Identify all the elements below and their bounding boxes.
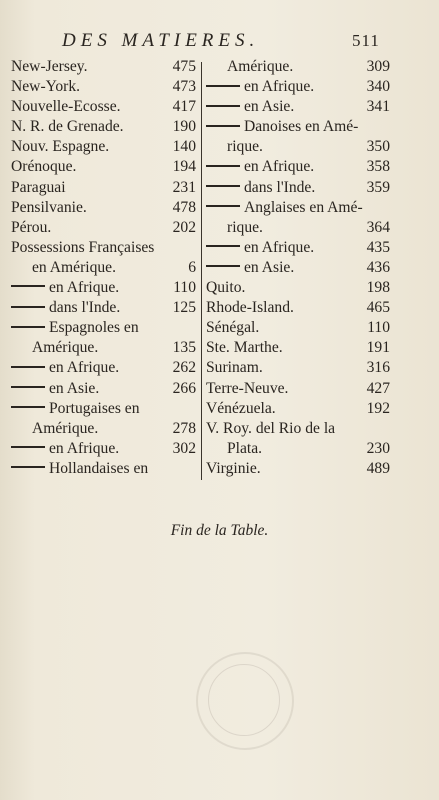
entry-page-number: 341 [366,98,390,116]
right-index-entry [206,137,390,157]
page-number: 511 [352,31,380,50]
entry-text [206,238,314,258]
left-index-entry [11,57,196,77]
left-index-entry [11,419,196,439]
ditto-dash [206,185,240,187]
entry-label: Pensilvanie. [11,198,87,216]
left-index-entry [11,238,196,258]
entry-label: en Asie. [244,98,295,116]
entry-text [206,178,315,198]
entry-page-number: 190 [172,118,196,136]
entry-text [206,258,294,278]
entry-label: Amérique. [32,339,99,357]
ditto-dash [11,285,45,287]
entry-text [11,198,87,218]
entry-page-number: 278 [172,419,196,437]
entry-text [11,57,88,77]
column-divider [201,62,202,480]
entry-page-number: 231 [172,178,196,196]
entry-page-number: 125 [172,299,196,317]
left-index-entry [11,379,196,399]
entry-label: Nouv. Espagne. [11,138,110,156]
right-index-entry [206,358,390,378]
entry-text [11,77,80,97]
entry-text [11,137,109,157]
right-index-entry [206,419,390,439]
entry-label: rique. [227,218,263,236]
entry-text [206,117,358,137]
entry-text [11,218,51,238]
entry-page-number: 417 [172,98,196,116]
left-index-entry [11,218,196,238]
entry-label: Orénoque. [11,158,77,176]
entry-page-number: 316 [366,359,390,377]
entry-text [206,318,259,338]
ditto-dash [11,366,45,368]
entry-text [11,238,154,258]
right-index-entry [206,218,390,238]
entry-page-number: 135 [172,339,196,357]
entry-text [11,278,119,298]
entry-text [206,157,314,177]
entry-text [206,338,283,358]
entry-page-number: 202 [172,218,196,236]
entry-page-number: 140 [172,138,196,156]
right-index-entry [206,117,390,137]
entry-label: New-Jersey. [11,58,88,75]
right-index-entry [206,258,390,278]
left-index-entry [11,338,196,358]
entry-label: Vénézuela. [206,399,276,417]
left-index-entry [11,358,196,378]
entry-label: Amérique. [32,419,99,437]
entry-page-number: 309 [366,58,390,75]
entry-page-number: 364 [366,218,390,236]
entry-label: N. R. de Grenade. [11,118,124,136]
left-index-entry [11,198,196,218]
entry-text [206,198,363,218]
entry-label: en Afrique. [244,78,315,96]
right-index-entry [206,57,390,77]
left-index-entry [11,157,196,177]
left-index-entry [11,278,196,298]
entry-label: Possessions Françaises [11,238,155,256]
left-index-entry [11,258,196,278]
entry-page-number: 340 [366,78,390,96]
entry-label: Sénégal. [206,319,260,337]
right-index-entry [206,459,390,479]
left-index-entry [11,178,196,198]
entry-label: Hollandaises en [49,459,149,477]
entry-label: Terre-Neuve. [206,379,289,397]
entry-page-number: 192 [366,399,390,417]
entry-text [11,459,148,479]
left-index-entry [11,117,196,137]
entry-label: en Afrique. [244,238,315,256]
entry-text [206,399,276,419]
entry-text [227,137,263,157]
right-index-entry [206,97,390,117]
entry-text [227,439,262,459]
ditto-dash [11,446,45,448]
ditto-dash [206,205,240,207]
entry-text [11,298,120,318]
entry-text [11,318,139,338]
right-index-entry [206,278,390,298]
library-stamp [196,652,294,750]
entry-label: New-York. [11,78,81,96]
entry-page-number: 230 [366,439,390,457]
entry-page-number: 191 [366,339,390,357]
entry-label: en Afrique. [49,359,120,377]
entry-label: Paraguai [11,178,66,196]
entry-text [11,117,124,137]
right-index-entry [206,379,390,399]
entry-text [206,298,294,318]
entry-page-number: 465 [366,299,390,317]
index-column-right [206,57,390,479]
ditto-dash [11,386,45,388]
entry-text [11,97,121,117]
ditto-dash [206,245,240,247]
entry-text [206,358,263,378]
entry-page-number: 435 [366,238,390,256]
entry-page-number: 427 [366,379,390,397]
entry-page-number: 194 [172,158,196,176]
left-index-entry [11,318,196,338]
entry-page-number: 302 [172,439,196,457]
entry-label: Plata. [227,439,263,457]
entry-text [11,379,99,399]
left-index-entry [11,77,196,97]
left-index-entry [11,399,196,419]
entry-text [32,338,98,358]
entry-text [11,399,140,419]
right-index-entry [206,298,390,318]
entry-label: Nouvelle-Ecosse. [11,98,121,116]
ditto-dash [11,306,45,308]
header-title: DES MATIERES. [62,30,260,51]
entry-label: Espagnoles en [49,319,139,337]
entry-text [32,258,116,278]
entry-page-number: 358 [366,158,390,176]
left-index-entry [11,298,196,318]
entry-text [206,419,335,439]
entry-text [227,57,293,77]
entry-page-number: 262 [172,359,196,377]
entry-page-number: 266 [172,379,196,397]
entry-label: en Afrique. [244,158,315,176]
right-index-entry [206,318,390,338]
entry-page-number: 478 [172,198,196,216]
end-of-table-text: Fin de la Table. [170,522,269,539]
right-index-entry [206,439,390,459]
entry-label: dans l'Inde. [244,178,316,196]
left-index-entry [11,137,196,157]
entry-label: Amérique. [227,58,294,75]
entry-page-number: 473 [172,78,196,96]
entry-label: en Asie. [49,379,100,397]
ditto-dash [206,125,240,127]
running-header [62,30,392,52]
entry-label: en Afrique. [49,279,120,297]
left-index-entry [11,439,196,459]
entry-text [206,97,294,117]
entry-label: Portugaises en [49,399,140,417]
entry-page-number: 198 [366,279,390,297]
entry-text [11,157,76,177]
ditto-dash [206,85,240,87]
ditto-dash [11,406,45,408]
entry-page-number: 436 [366,258,390,276]
entry-text [227,218,263,238]
entry-label: Quito. [206,279,246,297]
entry-page-number: 489 [366,459,390,477]
right-index-entry [206,238,390,258]
entry-label: Virginie. [206,459,261,477]
right-index-entry [206,178,390,198]
right-index-entry [206,77,390,97]
entry-page-number: 110 [173,279,196,297]
ditto-dash [11,466,45,468]
ditto-dash [206,105,240,107]
entry-label: Surinam. [206,359,263,377]
right-index-entry [206,399,390,419]
entry-text [206,379,288,399]
entry-label: V. Roy. del Rio de la [206,419,336,437]
left-index-entry [11,459,196,479]
entry-label: Ste. Marthe. [206,339,283,357]
entry-label: en Asie. [244,258,295,276]
entry-page-number: 359 [366,178,390,196]
entry-page-number: 475 [172,58,196,75]
ditto-dash [206,165,240,167]
right-index-entry [206,338,390,358]
entry-label: Danoises en Amé- [244,118,359,136]
entry-page-number: 6 [188,258,196,276]
entry-text [11,358,119,378]
entry-label: dans l'Inde. [49,299,121,317]
entry-text [206,459,261,479]
ditto-dash [11,326,45,328]
entry-text [206,278,245,298]
entry-text [206,77,314,97]
ditto-dash [206,265,240,267]
entry-page-number: 350 [366,138,390,156]
left-index-entry [11,97,196,117]
entry-text [11,178,66,198]
index-column-left [11,57,196,479]
entry-text [11,439,119,459]
entry-label: Rhode-Island. [206,299,294,317]
library-stamp-inner-ring [208,664,280,736]
entry-page-number: 110 [367,319,390,337]
entry-label: rique. [227,138,263,156]
right-index-entry [206,157,390,177]
entry-label: Anglaises en Amé- [244,198,363,216]
right-index-entry [206,198,390,218]
entry-label: en Afrique. [49,439,120,457]
entry-label: Pérou. [11,218,52,236]
entry-label: en Amérique. [32,258,117,276]
entry-text [32,419,98,439]
